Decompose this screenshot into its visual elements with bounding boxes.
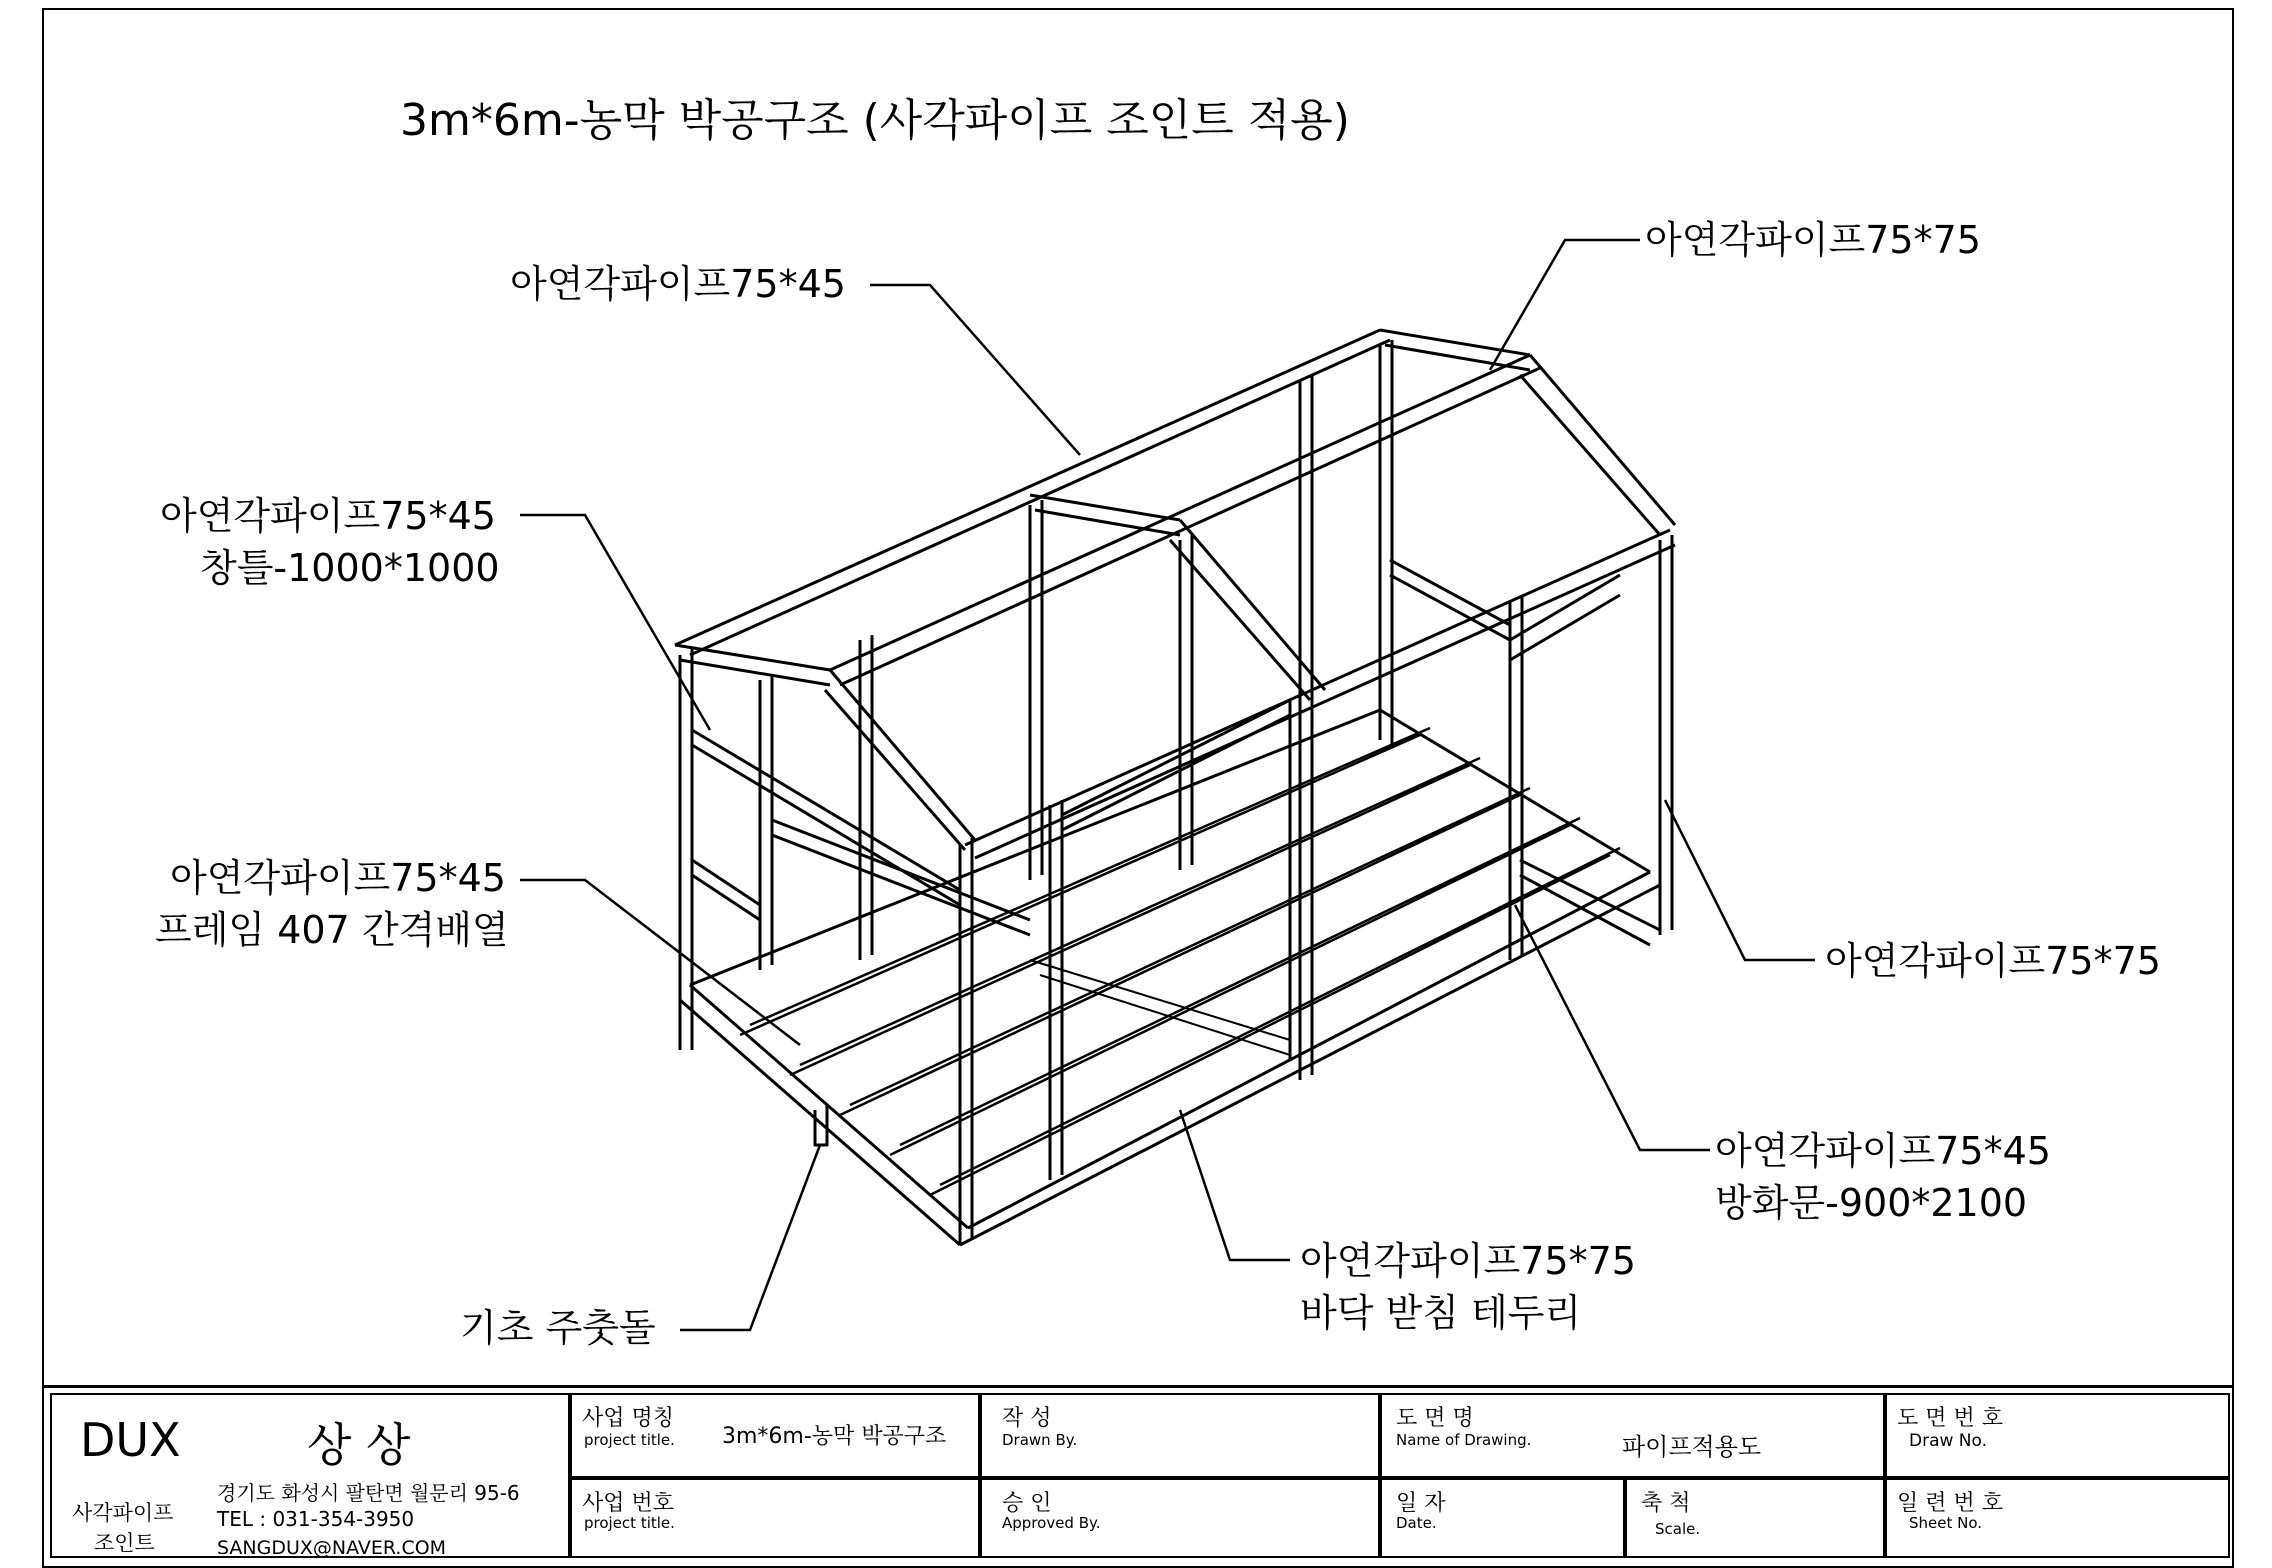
- mid-right-post: [1050, 800, 1062, 1180]
- sheet-no-cell: [1885, 1478, 2230, 1558]
- callout-floor-line2: 바닥 받침 테두리: [1300, 1291, 1582, 1335]
- front-right-post: [960, 838, 972, 1245]
- back-gable-right: [1520, 355, 1675, 535]
- callout-frame-line1: 아연각파이프75*45: [170, 856, 506, 900]
- back-left-post: [1380, 340, 1392, 745]
- leader-right-post: [1665, 800, 1815, 960]
- callout-window-line1: 아연각파이프75*45: [160, 494, 496, 538]
- ridge-beam: [675, 330, 1390, 655]
- front-left-post: [680, 648, 692, 1050]
- callout-roof-ridge: 아연각파이프75*75: [1645, 218, 1981, 262]
- back-mid-post: [1300, 375, 1312, 760]
- sheet-no-sub: Sheet No.: [1909, 1514, 1983, 1532]
- leader-roof-purlin: [870, 285, 1080, 455]
- project-name-cell: [570, 1393, 980, 1478]
- right-window-rail: [1510, 575, 1620, 660]
- date-cell: [1380, 1478, 1625, 1558]
- mid-rafter-post: [1030, 500, 1042, 810]
- door-post-left: [1300, 695, 1312, 1080]
- leader-floor: [1180, 1110, 1290, 1260]
- leader-lines: [520, 240, 1815, 1330]
- draw-no-label: 도 면 번 호: [1897, 1406, 2003, 1431]
- scale-label: 축 척: [1641, 1491, 1691, 1516]
- drawing-name-sub: Name of Drawing.: [1396, 1431, 1532, 1449]
- front-mid-post: [760, 675, 772, 970]
- greenhouse-frame: [675, 330, 1675, 1245]
- callout-foundation: 기초 주춧돌: [460, 1306, 656, 1350]
- floor-right-beam: [960, 872, 1660, 1245]
- back-right-post: [1660, 535, 1672, 935]
- date-sub: Date.: [1396, 1514, 1437, 1532]
- approved-label: 승 인: [1002, 1491, 1052, 1516]
- right-wall-rail: [1062, 700, 1290, 830]
- mid-rafter-left: [1030, 495, 1180, 535]
- callout-frame-line2: 프레임 407 간격배열: [155, 908, 509, 952]
- leader-door: [1515, 905, 1710, 1150]
- approved-sub: Approved By.: [1002, 1514, 1101, 1532]
- company-address: 경기도 화성시 팔탄면 월문리 95-6: [217, 1481, 520, 1505]
- project-no-cell: [570, 1478, 980, 1558]
- drawn-label: 작 성: [1002, 1406, 1052, 1431]
- scale-sub: Scale.: [1655, 1520, 1701, 1538]
- callout-right-post: 아연각파이프75*75: [1825, 939, 2161, 983]
- company-logo: DUX: [80, 1413, 181, 1467]
- draw-no-sub: Draw No.: [1909, 1431, 1988, 1451]
- project-no-label: 사업 번호: [582, 1491, 675, 1516]
- callout-floor-line1: 아연각파이프75*75: [1300, 1239, 1636, 1283]
- drawing-title: 3m*6m-농막 박공구조 (사각파이프 조인트 적용): [400, 95, 1350, 146]
- company-tel: TEL : 031-354-3950: [217, 1507, 415, 1531]
- company-name: 상 상: [307, 1418, 411, 1472]
- project-name-value: 3m*6m-농막 박공구조: [722, 1424, 947, 1449]
- floor-back-beam: [690, 710, 1650, 985]
- company-sub2: 조인트: [94, 1531, 155, 1555]
- drawing-name-label: 도 면 명: [1396, 1406, 1474, 1431]
- company-email: SANGDUX@NAVER.COM: [217, 1537, 447, 1559]
- floor-front-beam: [680, 985, 968, 1245]
- drawn-by-cell: [980, 1393, 1380, 1478]
- back-wall-post-a: [1180, 535, 1192, 870]
- leader-foundation: [680, 1145, 820, 1330]
- company-cell: [50, 1393, 570, 1558]
- callout-door-line1: 아연각파이프75*45: [1715, 1129, 2051, 1173]
- drawing-name-value: 파이프적용도: [1622, 1433, 1762, 1461]
- callout-door-line2: 방화문-900*2100: [1715, 1181, 2028, 1225]
- left-wall-post: [860, 635, 872, 960]
- approved-by-cell: [980, 1478, 1380, 1558]
- leader-roof-ridge: [1490, 240, 1640, 370]
- sheet-no-label: 일 련 번 호: [1897, 1491, 2003, 1516]
- project-name-sub: project title.: [584, 1431, 675, 1449]
- date-label: 일 자: [1396, 1491, 1446, 1516]
- project-no-sub: project title.: [584, 1514, 675, 1532]
- title-block: [42, 1385, 2234, 1560]
- callout-roof-purlin: 아연각파이프75*45: [510, 262, 846, 306]
- callout-window-line2: 창틀-1000*1000: [200, 546, 500, 590]
- company-sub1: 사각파이프: [72, 1501, 174, 1525]
- draw-no-cell: [1885, 1393, 2230, 1478]
- side-wall-rail: [772, 820, 1030, 935]
- scale-cell: [1625, 1478, 1885, 1558]
- drawn-sub: Drawn By.: [1002, 1431, 1078, 1449]
- front-low-rail: [692, 860, 760, 920]
- drawing-name-cell: [1380, 1393, 1885, 1478]
- project-name-label: 사업 명칭: [582, 1406, 675, 1431]
